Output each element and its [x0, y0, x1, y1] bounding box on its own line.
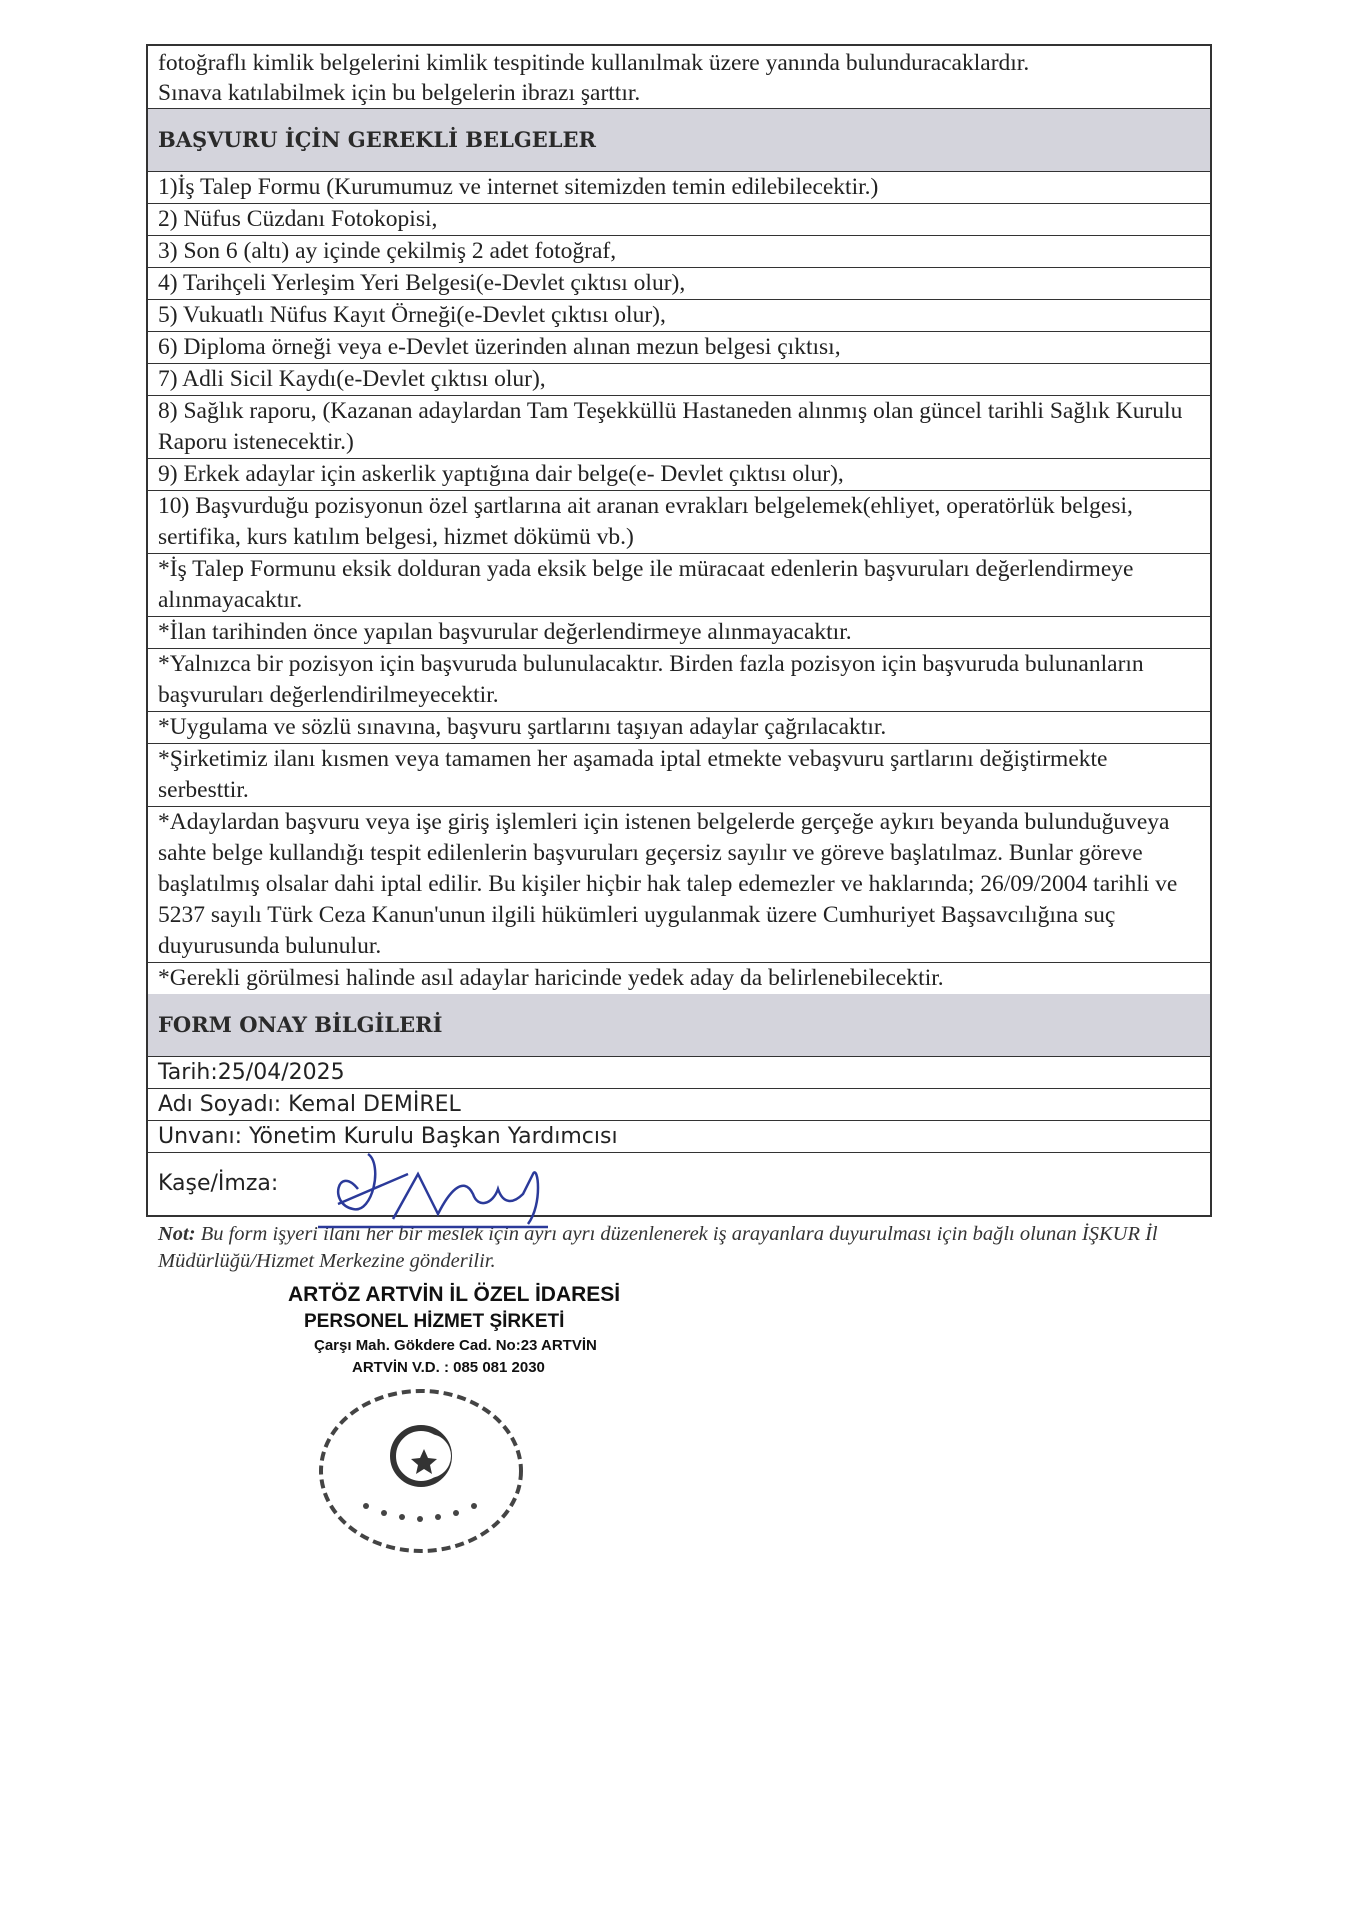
title-field: Unvanı: Yönetim Kurulu Başkan Yardımcısı [148, 1121, 1210, 1153]
round-seal-icon [306, 1381, 526, 1561]
intro-line: Sınava katılabilmek için bu belgelerin ibrazı şarttır. [158, 80, 641, 106]
note-text: Bu form işyeri ilanı her bir meslek için ayrı ayrı düzenlenerek iş arayanlara duyurulması için bağlı olunan İŞKUR İl Müdürlüğü/Hizmet Merkezine gönderilir. [158, 1223, 1158, 1272]
required-document-item: 2) Nüfus Cüzdanı Fotokopisi, [148, 204, 1210, 236]
required-document-item: 10) Başvurduğu pozisyonun özel şartlarına ait aranan evrakları belgelemek(ehliyet, operatörlük belgesi, sertifika, kurs katılım belgesi, hizmet dökümü vb.) [148, 491, 1210, 554]
required-document-item: 3) Son 6 (altı) ay içinde çekilmiş 2 adet fotoğraf, [148, 236, 1210, 268]
note-label: Not: [158, 1223, 196, 1245]
required-document-item: *İlan tarihinden önce yapılan başvurular değerlendirmeye alınmayacaktır. [148, 617, 1210, 649]
intro-text [148, 46, 1210, 109]
required-document-item: *Uygulama ve sözlü sınavına, başvuru şartlarını taşıyan adaylar çağrılacaktır. [148, 712, 1210, 744]
signature-label: Kaşe/İmza: [158, 1171, 279, 1196]
required-document-item: *Şirketimiz ilanı kısmen veya tamamen her aşamada iptal etmekte vebaşvuru şartlarını değiştirmekte serbesttir. [148, 744, 1210, 807]
section-header-required-documents: BAŞVURU İÇİN GEREKLİ BELGELER [148, 109, 1210, 172]
intro-line: fotoğraflı kimlik belgelerini kimlik tespitinde kullanılmak üzere yanında bulunduracaklardır. [158, 50, 1030, 76]
required-document-item: *Yalnızca bir pozisyon için başvuruda bulunulacaktır. Birden fazla pozisyon için başvuruda bulunanların başvuruları değerlendirilmeyecektir. [148, 649, 1210, 712]
required-document-item: *Adaylardan başvuru veya işe giriş işlemleri için istenen belgelerde gerçeğe aykırı beyanda bulunduğuveya sahte belge kullandığı tespit edilenlerin başvuruları geçersiz sayılır ve göreve başlatılmaz. Bunlar göreve başlatılmış olsalar dahi iptal edilir. Bu kişiler hiçbir hak talep edemezler ve haklarında; 26/09/2004 tarihli ve 5237 sayılı Türk Ceza Kanun'unun ilgili hükümleri uygulanmak üzere Cumhuriyet Başsavcılığına suç duyurusunda bulunulur. [148, 807, 1210, 963]
signature-image [298, 1139, 598, 1239]
name-field: Adı Soyadı: Kemal DEMİREL [148, 1089, 1210, 1121]
stamp-line: ARTVİN V.D. : 085 081 2030 [352, 1359, 545, 1376]
document-table [146, 44, 1212, 1217]
document-page [146, 44, 1212, 1563]
required-document-item: 5) Vukuatlı Nüfus Kayıt Örneği(e-Devlet çıktısı olur), [148, 300, 1210, 332]
signature-field [148, 1153, 1210, 1215]
required-document-item: 6) Diploma örneği veya e-Devlet üzerinden alınan mezun belgesi çıktısı, [148, 332, 1210, 364]
date-field: Tarih:25/04/2025 [148, 1057, 1210, 1089]
required-document-item: 8) Sağlık raporu, (Kazanan adaylardan Tam Teşekküllü Hastaneden alınmış olan güncel tarihli Sağlık Kurulu Raporu istenecektir.) [148, 396, 1210, 459]
required-document-item: 1)İş Talep Formu (Kurumumuz ve internet sitemizden temin edilebilecektir.) [148, 172, 1210, 204]
company-stamp [276, 1283, 621, 1563]
required-document-item: *İş Talep Formunu eksik dolduran yada eksik belge ile müracaat edenlerin başvuruları değerlendirmeye alınmayacaktır. [148, 554, 1210, 617]
stamp-line: ARTÖZ ARTVİN İL ÖZEL İDARESİ [288, 1283, 621, 1306]
section-header-form-approval: FORM ONAY BİLGİLERİ [148, 994, 1210, 1057]
required-document-item: 4) Tarihçeli Yerleşim Yeri Belgesi(e-Devlet çıktısı olur), [148, 268, 1210, 300]
required-document-item: 9) Erkek adaylar için askerlik yaptığına dair belge(e- Devlet çıktısı olur), [148, 459, 1210, 491]
stamp-line: Çarşı Mah. Gökdere Cad. No:23 ARTVİN [314, 1337, 597, 1354]
required-document-item: *Gerekli görülmesi halinde asıl adaylar haricinde yedek aday da belirlenebilecektir. [158, 965, 944, 991]
stamp-line: PERSONEL HİZMET ŞİRKETİ [304, 1311, 565, 1332]
required-document-item: 7) Adli Sicil Kaydı(e-Devlet çıktısı olur), [148, 364, 1210, 396]
